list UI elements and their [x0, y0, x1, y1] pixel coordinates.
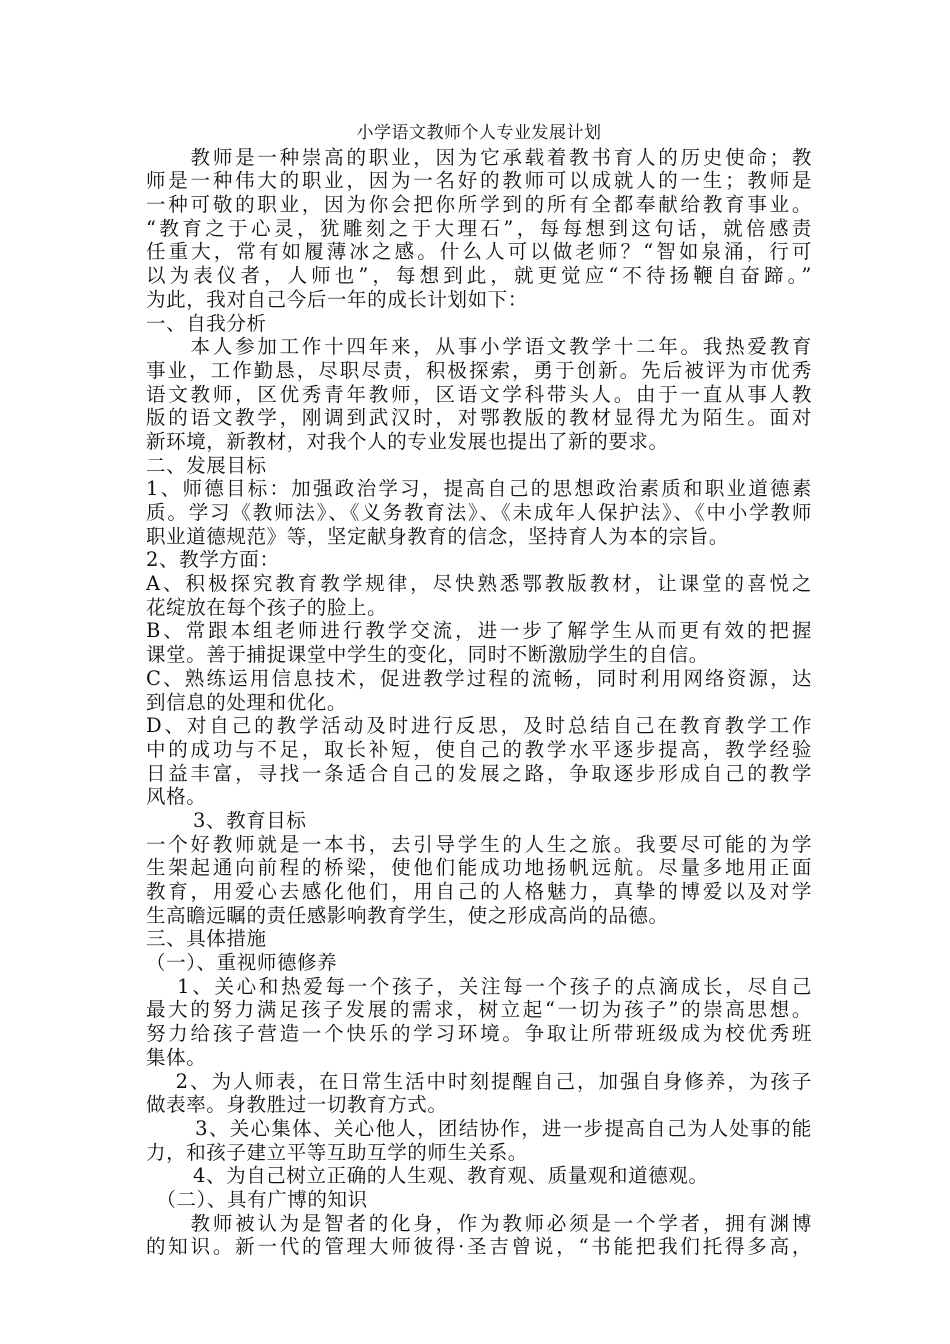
text-line: 生高瞻远瞩的责任感影响教育学生，使之形成高尚的品德。 — [146, 903, 669, 927]
text-line: 以为表仪者，人师也”，每想到此，就更觉应“不待扬鞭自奋蹄。” — [146, 264, 812, 288]
document-title: 小学语文教师个人专业发展计划 — [356, 123, 602, 143]
text-line: 日益丰富，寻找一条适合自己的发展之路，争取逐步形成自己的教学 — [146, 761, 812, 785]
text-line: 质。学习《教师法》、《义务教育法》、《未成年人保护法》、《中小学教师 — [146, 501, 812, 524]
text-line: 为此，我对自己今后一年的成长计划如下： — [146, 287, 528, 311]
text-line: 教师被认为是智者的化身，作为教师必须是一个学者，拥有渊博 — [146, 1211, 812, 1235]
text-line: B、常跟本组老师进行教学交流，进一步了解学生从而更有效的把握 — [146, 619, 812, 643]
text-line: 职业道德规范》等，坚定献身教育的信念，坚持育人为本的宗旨。 — [146, 524, 729, 548]
text-line: 力，和孩子建立平等互助互学的师生关系。 — [146, 1140, 528, 1164]
text-line: 集体。 — [146, 1045, 207, 1069]
text-line: 语文教师，区优秀青年教师，区语文学科带头人。由于一直从事人教 — [146, 382, 812, 406]
text-line: 教育，用爱心去感化他们，用自己的人格魅力，真挚的博爱以及对学 — [146, 880, 812, 903]
text-line: （一）、重视师德修养 — [146, 951, 338, 975]
text-line: 2、为人师表，在日常生活中时刻提醒自己，加强自身修养，为孩子 — [146, 1069, 812, 1093]
text-line: 二、发展目标 — [146, 453, 267, 477]
text-line: 一种可敬的职业，因为你会把你所学到的所有全都奉献给教育事业。 — [146, 193, 812, 217]
text-line: 生架起通向前程的桥梁，使他们能成功地扬帆远航。尽量多地用正面 — [146, 856, 812, 880]
text-line: 3、教育目标 — [146, 808, 307, 832]
text-line: 一个好教师就是一本书，去引导学生的人生之旅。我要尽可能的为学 — [146, 832, 812, 856]
text-line: 最大的努力满足孩子发展的需求，树立起“一切为孩子”的崇高思想。 — [146, 998, 812, 1022]
document-page — [146, 122, 812, 1259]
document-body — [146, 146, 812, 1259]
text-line: （二）、具有广博的知识 — [146, 1187, 368, 1211]
text-line: 版的语文教学，刚调到武汉时，对鄂教版的教材显得尤为陌生。面对 — [146, 406, 812, 430]
text-line: 一、自我分析 — [146, 311, 267, 335]
text-line: “教育之于心灵，犹雕刻之于大理石”，每每想到这句话，就倍感责 — [146, 216, 812, 240]
text-line: 2、教学方面： — [146, 548, 280, 572]
text-line: 三、具体措施 — [146, 927, 267, 951]
text-line: 风格。 — [146, 785, 207, 809]
text-line: 花绽放在每个孩子的脸上。 — [146, 595, 388, 619]
text-line: 教师是一种崇高的职业，因为它承载着教书育人的历史使命；教 — [146, 145, 812, 169]
text-line: C、熟练运用信息技术，促进教学过程的流畅，同时利用网络资源，达 — [146, 666, 812, 690]
text-line: 做表率。身教胜过一切教育方式。 — [146, 1093, 448, 1117]
text-line: 本人参加工作十四年来，从事小学语文教学十二年。我热爱教育 — [146, 335, 812, 359]
text-line: 4、为自己树立正确的人生观、教育观、质量观和道德观。 — [146, 1164, 709, 1188]
text-line: 1、师德目标：加强政治学习，提高自己的思想政治素质和职业道德素 — [146, 477, 812, 501]
text-line: 师是一种伟大的职业，因为一名好的教师可以成就人的一生；教师是 — [146, 169, 812, 193]
text-line: 中的成功与不足，取长补短，使自己的教学水平逐步提高，教学经验 — [146, 737, 812, 761]
text-line: 事业，工作勤恳，尽职尽责，积极探索，勇于创新。先后被评为市优秀 — [146, 358, 812, 382]
text-line: 3、关心集体、关心他人，团结协作，进一步提高自己为人处事的能 — [146, 1116, 812, 1140]
text-line: A、积极探究教育教学规律，尽快熟悉鄂教版教材，让课堂的喜悦之 — [146, 572, 812, 596]
text-line: 努力给孩子营造一个快乐的学习环境。争取让所带班级成为校优秀班 — [146, 1022, 812, 1046]
text-line: 1、关心和热爱每一个孩子，关注每一个孩子的点滴成长，尽自己 — [146, 974, 812, 998]
text-line: D、对自己的教学活动及时进行反思，及时总结自己在教育教学工作 — [146, 714, 812, 738]
text-line: 到信息的处理和优化。 — [146, 690, 348, 714]
text-line: 的知识。新一代的管理大师彼得·圣吉曾说，“书能把我们托得多高， — [146, 1235, 812, 1259]
text-line: 新环境，新教材，对我个人的专业发展也提出了新的要求。 — [146, 429, 669, 453]
text-line: 任重大，常有如履薄冰之感。什么人可以做老师？“智如泉涌，行可 — [146, 240, 812, 264]
text-line: 课堂。善于捕捉课堂中学生的变化，同时不断激励学生的自信。 — [146, 643, 709, 667]
